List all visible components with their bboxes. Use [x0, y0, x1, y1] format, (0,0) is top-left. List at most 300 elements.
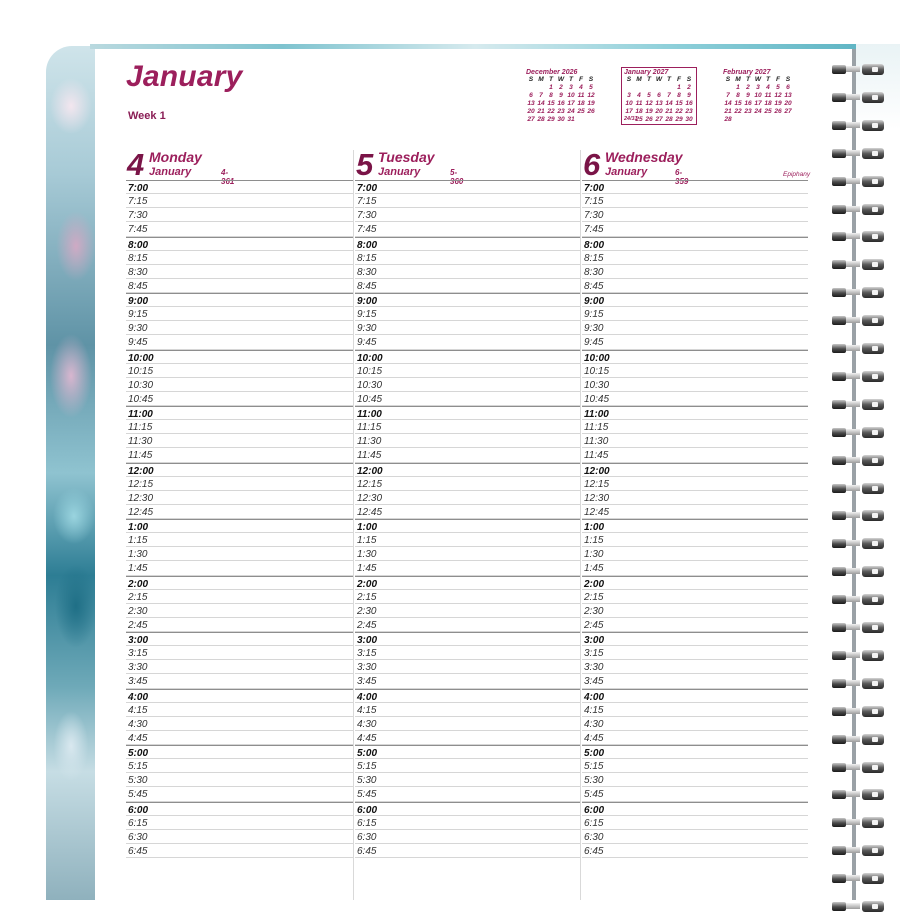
time-slot[interactable]	[126, 745, 353, 759]
time-label: 8:15	[584, 252, 604, 264]
time-slot[interactable]	[582, 307, 808, 321]
time-slot[interactable]	[582, 350, 808, 364]
mini-calendar-day: 15	[734, 100, 742, 107]
time-slot[interactable]	[355, 321, 580, 335]
binding-ring	[832, 481, 888, 495]
binding-ring	[832, 174, 888, 188]
time-slot[interactable]	[355, 519, 580, 533]
time-label: 2:00	[128, 578, 149, 590]
time-slot[interactable]	[355, 533, 580, 547]
time-slot[interactable]	[582, 590, 808, 604]
time-label: 6:30	[584, 831, 604, 843]
time-slot[interactable]	[355, 477, 580, 491]
time-slot[interactable]	[126, 293, 353, 307]
time-label: 7:45	[584, 224, 604, 236]
time-label: 1:45	[357, 563, 377, 575]
time-label: 3:45	[128, 676, 148, 688]
mini-calendar-day: 16	[685, 100, 693, 107]
time-label: 8:15	[128, 252, 148, 264]
binding-ring	[832, 397, 888, 411]
time-label: 2:15	[357, 591, 377, 603]
time-slot[interactable]	[582, 491, 808, 505]
schedule-tuesday[interactable]	[355, 180, 580, 858]
time-slot[interactable]	[126, 392, 353, 406]
time-slot[interactable]	[126, 321, 353, 335]
time-slot[interactable]	[355, 731, 580, 745]
mini-calendar-week	[723, 100, 793, 107]
time-slot[interactable]	[582, 561, 808, 575]
mini-calendar-day: 22	[547, 108, 555, 115]
time-label: 11:45	[357, 450, 382, 462]
time-slot[interactable]	[126, 660, 353, 674]
time-slot[interactable]	[126, 378, 353, 392]
mini-calendar-day: 13	[784, 92, 792, 99]
time-label: 10:45	[128, 393, 154, 405]
mini-calendar-week	[526, 108, 596, 115]
time-label: 5:30	[584, 775, 604, 787]
time-label: 9:45	[584, 337, 604, 349]
time-slot[interactable]	[582, 830, 808, 844]
binding-ring	[832, 620, 888, 634]
time-slot[interactable]	[126, 590, 353, 604]
time-slot[interactable]	[355, 279, 580, 293]
time-label: 1:00	[584, 522, 605, 533]
time-slot[interactable]	[582, 293, 808, 307]
time-label: 3:30	[128, 662, 148, 674]
binding-ring	[832, 453, 888, 467]
time-slot[interactable]	[582, 674, 808, 688]
time-slot[interactable]	[126, 180, 353, 194]
time-label: 5:15	[584, 761, 604, 773]
time-slot[interactable]	[355, 802, 580, 816]
time-label: 6:00	[357, 804, 378, 816]
time-label: 5:45	[128, 789, 148, 801]
time-slot[interactable]	[355, 364, 580, 378]
mini-calendar-day: 24/31	[624, 116, 638, 122]
weekday-letter: F	[578, 76, 584, 83]
time-label: 12:45	[357, 506, 383, 518]
mini-calendar-day: 23	[744, 108, 752, 115]
mini-calendar-week	[723, 92, 793, 99]
time-label: 9:30	[357, 323, 377, 335]
time-slot[interactable]	[582, 180, 808, 194]
time-slot[interactable]	[355, 773, 580, 787]
time-slot[interactable]	[126, 830, 353, 844]
time-label: 11:15	[584, 422, 609, 434]
time-slot[interactable]	[126, 844, 353, 858]
time-slot[interactable]	[582, 660, 808, 674]
time-slot[interactable]	[355, 350, 580, 364]
time-slot[interactable]	[126, 689, 353, 703]
time-label: 1:15	[584, 535, 604, 547]
day-name: Monday	[149, 149, 202, 165]
time-slot[interactable]	[582, 731, 808, 745]
time-slot[interactable]	[126, 194, 353, 208]
time-slot[interactable]	[355, 378, 580, 392]
time-slot[interactable]	[582, 265, 808, 279]
schedule-monday[interactable]	[126, 180, 353, 858]
time-slot[interactable]	[582, 406, 808, 420]
mini-calendar-day	[783, 116, 793, 123]
time-slot[interactable]	[126, 717, 353, 731]
mini-calendar-day	[526, 84, 536, 91]
time-label: 9:15	[128, 309, 148, 321]
time-slot[interactable]	[355, 561, 580, 575]
time-slot[interactable]	[582, 576, 808, 590]
time-slot[interactable]	[126, 604, 353, 618]
time-slot[interactable]	[355, 674, 580, 688]
time-slot[interactable]	[355, 844, 580, 858]
binding-ring	[832, 871, 888, 885]
weekday-letter: M	[538, 76, 544, 83]
time-label: 6:45	[128, 845, 148, 857]
time-slot[interactable]	[582, 251, 808, 265]
time-label: 12:30	[357, 492, 383, 504]
time-slot[interactable]	[582, 717, 808, 731]
binding-ring	[832, 536, 888, 550]
time-slot[interactable]	[355, 646, 580, 660]
mini-calendar-day: 20	[527, 108, 535, 115]
time-slot[interactable]	[355, 293, 580, 307]
time-slot[interactable]	[355, 265, 580, 279]
time-label: 3:45	[357, 676, 377, 688]
time-slot[interactable]	[355, 335, 580, 349]
time-slot[interactable]	[582, 533, 808, 547]
time-slot[interactable]	[355, 576, 580, 590]
time-slot[interactable]	[582, 335, 808, 349]
time-slot[interactable]	[126, 816, 353, 830]
time-label: 11:30	[584, 436, 609, 448]
binding-ring	[832, 843, 888, 857]
schedule-wednesday[interactable]	[582, 180, 808, 858]
time-label: 1:45	[128, 563, 148, 575]
mini-calendar-day	[773, 116, 783, 123]
time-slot[interactable]	[126, 237, 353, 251]
weekday-letter: S	[686, 76, 692, 83]
time-slot[interactable]	[582, 816, 808, 830]
time-slot[interactable]	[355, 745, 580, 759]
time-slot[interactable]	[582, 773, 808, 787]
time-slot[interactable]	[355, 251, 580, 265]
time-slot[interactable]	[126, 561, 353, 575]
time-slot[interactable]	[355, 689, 580, 703]
day-month: January	[149, 166, 192, 178]
mini-calendar-day: 27	[784, 108, 792, 115]
time-label: 5:45	[357, 789, 377, 801]
time-label: 2:45	[584, 619, 604, 631]
time-slot[interactable]	[126, 533, 353, 547]
time-label: 12:30	[584, 492, 610, 504]
time-label: 7:00	[357, 183, 378, 194]
time-slot[interactable]	[582, 222, 808, 236]
mini-calendar-day: 16	[744, 100, 752, 107]
time-slot[interactable]	[355, 632, 580, 646]
time-slot[interactable]	[126, 335, 353, 349]
time-label: 1:15	[128, 535, 148, 547]
time-label: 6:30	[128, 831, 148, 843]
mini-calendar-day	[624, 84, 634, 91]
time-slot[interactable]	[582, 519, 808, 533]
time-label: 3:00	[357, 635, 378, 646]
time-slot[interactable]	[126, 731, 353, 745]
time-label: 7:15	[584, 196, 604, 208]
time-slot[interactable]	[126, 448, 353, 462]
mini-calendar-day: 23	[557, 108, 565, 115]
binding-ring	[832, 704, 888, 718]
mini-calendar-day: 23	[685, 108, 693, 115]
time-label: 7:15	[357, 196, 377, 208]
time-label: 2:00	[584, 578, 605, 590]
time-slot[interactable]	[355, 180, 580, 194]
time-slot[interactable]	[126, 802, 353, 816]
time-slot[interactable]	[355, 660, 580, 674]
time-label: 6:00	[128, 804, 149, 816]
time-label: 10:00	[357, 352, 383, 364]
mini-calendar-week	[624, 108, 694, 115]
time-slot[interactable]	[355, 590, 580, 604]
time-slot[interactable]	[582, 463, 808, 477]
time-slot[interactable]	[126, 491, 353, 505]
binding-ring	[832, 508, 888, 522]
time-slot[interactable]	[126, 265, 353, 279]
time-slot[interactable]	[355, 194, 580, 208]
mini-calendar-day: 2	[559, 84, 563, 91]
mini-calendar-day: 1	[677, 84, 681, 91]
time-label: 4:00	[584, 691, 605, 703]
time-slot[interactable]	[582, 703, 808, 717]
time-label: 10:00	[128, 352, 154, 364]
binding-ring	[832, 648, 888, 662]
mini-calendar-day	[753, 116, 763, 123]
time-slot[interactable]	[355, 618, 580, 632]
time-slot[interactable]	[355, 787, 580, 801]
mini-calendar-day: 16	[557, 100, 565, 107]
time-slot[interactable]	[582, 477, 808, 491]
time-label: 10:30	[128, 379, 154, 391]
day-number: 6	[583, 147, 601, 182]
time-slot[interactable]	[582, 364, 808, 378]
time-slot[interactable]	[355, 463, 580, 477]
day-month: January	[378, 166, 421, 178]
mini-calendar-day	[536, 84, 546, 91]
time-slot[interactable]	[582, 632, 808, 646]
time-label: 7:30	[357, 210, 377, 222]
time-label: 3:30	[584, 662, 604, 674]
time-slot[interactable]	[582, 194, 808, 208]
mini-calendar-title: December 2026	[526, 69, 578, 76]
time-slot[interactable]	[126, 463, 353, 477]
time-label: 5:00	[357, 748, 378, 759]
mini-calendar-day	[733, 116, 743, 123]
mini-calendar-weekdays	[624, 76, 694, 83]
mini-calendar-title: January 2027	[624, 69, 669, 76]
mini-calendar-day: 14	[724, 100, 732, 107]
time-label: 12:00	[128, 465, 154, 477]
time-label: 1:30	[584, 549, 604, 561]
mini-calendar-day: 10	[754, 92, 762, 99]
time-slot[interactable]	[582, 844, 808, 858]
time-slot[interactable]	[126, 519, 353, 533]
column-divider	[580, 150, 581, 900]
time-slot[interactable]	[355, 717, 580, 731]
time-slot[interactable]	[582, 434, 808, 448]
time-label: 5:30	[357, 775, 377, 787]
time-slot[interactable]	[355, 547, 580, 561]
time-slot[interactable]	[126, 759, 353, 773]
time-label: 12:30	[128, 492, 154, 504]
mini-calendar-day: 19	[587, 100, 595, 107]
time-slot[interactable]	[126, 307, 353, 321]
time-label: 9:45	[357, 337, 377, 349]
time-label: 10:15	[584, 365, 610, 377]
time-slot[interactable]	[582, 208, 808, 222]
time-slot[interactable]	[582, 505, 808, 519]
mini-calendar-day	[664, 84, 674, 91]
time-slot[interactable]	[582, 321, 808, 335]
weekday-letter: T	[548, 76, 554, 83]
time-slot[interactable]	[355, 816, 580, 830]
time-label: 2:15	[584, 591, 604, 603]
time-slot[interactable]	[126, 251, 353, 265]
time-slot[interactable]	[355, 759, 580, 773]
time-slot[interactable]	[126, 618, 353, 632]
time-label: 8:00	[357, 239, 378, 251]
time-slot[interactable]	[582, 618, 808, 632]
time-slot[interactable]	[582, 547, 808, 561]
time-slot[interactable]	[355, 604, 580, 618]
time-slot[interactable]	[582, 646, 808, 660]
time-slot[interactable]	[126, 222, 353, 236]
mini-calendar-day: 29	[675, 116, 683, 123]
time-label: 3:00	[128, 635, 149, 646]
time-label: 10:30	[357, 379, 383, 391]
time-slot[interactable]	[582, 745, 808, 759]
mini-calendar-week	[723, 108, 793, 115]
time-slot[interactable]	[126, 350, 353, 364]
time-slot[interactable]	[582, 392, 808, 406]
mini-calendar-day: 13	[527, 100, 535, 107]
time-slot[interactable]	[582, 420, 808, 434]
time-slot[interactable]	[355, 491, 580, 505]
mini-calendar-day: 26	[645, 116, 653, 123]
time-slot[interactable]	[126, 477, 353, 491]
time-slot[interactable]	[355, 420, 580, 434]
weekday-letter: T	[568, 76, 574, 83]
mini-calendar-day: 10	[567, 92, 575, 99]
holiday-label: Epiphany	[783, 171, 811, 178]
mini-calendar-day: 25	[577, 108, 585, 115]
binding-ring	[832, 425, 888, 439]
time-slot[interactable]	[582, 448, 808, 462]
time-slot[interactable]	[355, 222, 580, 236]
time-slot[interactable]	[355, 237, 580, 251]
time-slot[interactable]	[126, 703, 353, 717]
time-label: 10:45	[584, 393, 610, 405]
mini-calendar-day: 7	[726, 92, 730, 99]
time-slot[interactable]	[355, 208, 580, 222]
mini-calendar-day: 1	[549, 84, 553, 91]
time-label: 9:00	[584, 296, 605, 307]
time-label: 2:45	[128, 619, 148, 631]
mini-calendar-day	[723, 84, 733, 91]
time-label: 3:15	[584, 648, 604, 660]
time-slot[interactable]	[582, 237, 808, 251]
mini-calendar-day: 12	[774, 92, 782, 99]
time-slot[interactable]	[582, 689, 808, 703]
mini-calendar-day	[576, 116, 586, 123]
time-slot[interactable]	[126, 646, 353, 660]
time-slot[interactable]	[126, 787, 353, 801]
time-slot[interactable]	[126, 505, 353, 519]
time-slot[interactable]	[126, 547, 353, 561]
time-label: 8:00	[128, 239, 149, 251]
time-slot[interactable]	[582, 279, 808, 293]
mini-calendar-day: 11	[577, 92, 585, 99]
time-slot[interactable]	[355, 505, 580, 519]
time-slot[interactable]	[126, 674, 353, 688]
mini-calendar-day: 15	[547, 100, 555, 107]
time-label: 4:15	[128, 704, 148, 716]
time-slot[interactable]	[126, 434, 353, 448]
mini-calendar-day: 1	[736, 84, 740, 91]
mini-calendar-day	[644, 84, 654, 91]
time-label: 9:45	[128, 337, 148, 349]
time-label: 11:15	[128, 422, 153, 434]
weekday-letter: S	[528, 76, 534, 83]
time-slot[interactable]	[126, 406, 353, 420]
binding-ring	[832, 592, 888, 606]
weekday-letter: S	[626, 76, 632, 83]
time-slot[interactable]	[582, 378, 808, 392]
mini-calendar-day: 17	[625, 108, 633, 115]
time-label: 6:15	[357, 817, 377, 829]
time-slot[interactable]	[582, 802, 808, 816]
mini-calendar-day: 25	[635, 116, 643, 123]
time-slot[interactable]	[355, 392, 580, 406]
time-label: 9:30	[584, 323, 604, 335]
mini-calendar-day: 6	[657, 92, 661, 99]
time-slot[interactable]	[126, 632, 353, 646]
time-slot[interactable]	[126, 279, 353, 293]
time-slot[interactable]	[355, 307, 580, 321]
time-slot[interactable]	[355, 406, 580, 420]
time-slot[interactable]	[126, 420, 353, 434]
time-slot[interactable]	[355, 703, 580, 717]
weekday-letter: W	[557, 76, 565, 83]
time-slot[interactable]	[126, 208, 353, 222]
time-slot[interactable]	[582, 787, 808, 801]
mini-calendar-day: 4	[637, 92, 641, 99]
time-slot[interactable]	[126, 773, 353, 787]
weekday-letter: S	[785, 76, 791, 83]
time-label: 11:45	[584, 450, 609, 462]
time-slot[interactable]	[126, 364, 353, 378]
time-slot[interactable]	[355, 434, 580, 448]
time-slot[interactable]	[355, 448, 580, 462]
time-slot[interactable]	[126, 576, 353, 590]
month-title: January	[126, 60, 243, 93]
weekday-letter: S	[588, 76, 594, 83]
time-label: 7:30	[584, 210, 604, 222]
time-slot[interactable]	[355, 830, 580, 844]
time-slot[interactable]	[582, 759, 808, 773]
time-label: 1:15	[357, 535, 377, 547]
time-slot[interactable]	[582, 604, 808, 618]
mini-calendar-day: 9	[746, 92, 750, 99]
binding-ring	[832, 313, 888, 327]
binding-ring	[832, 341, 888, 355]
time-label: 5:15	[357, 761, 377, 773]
